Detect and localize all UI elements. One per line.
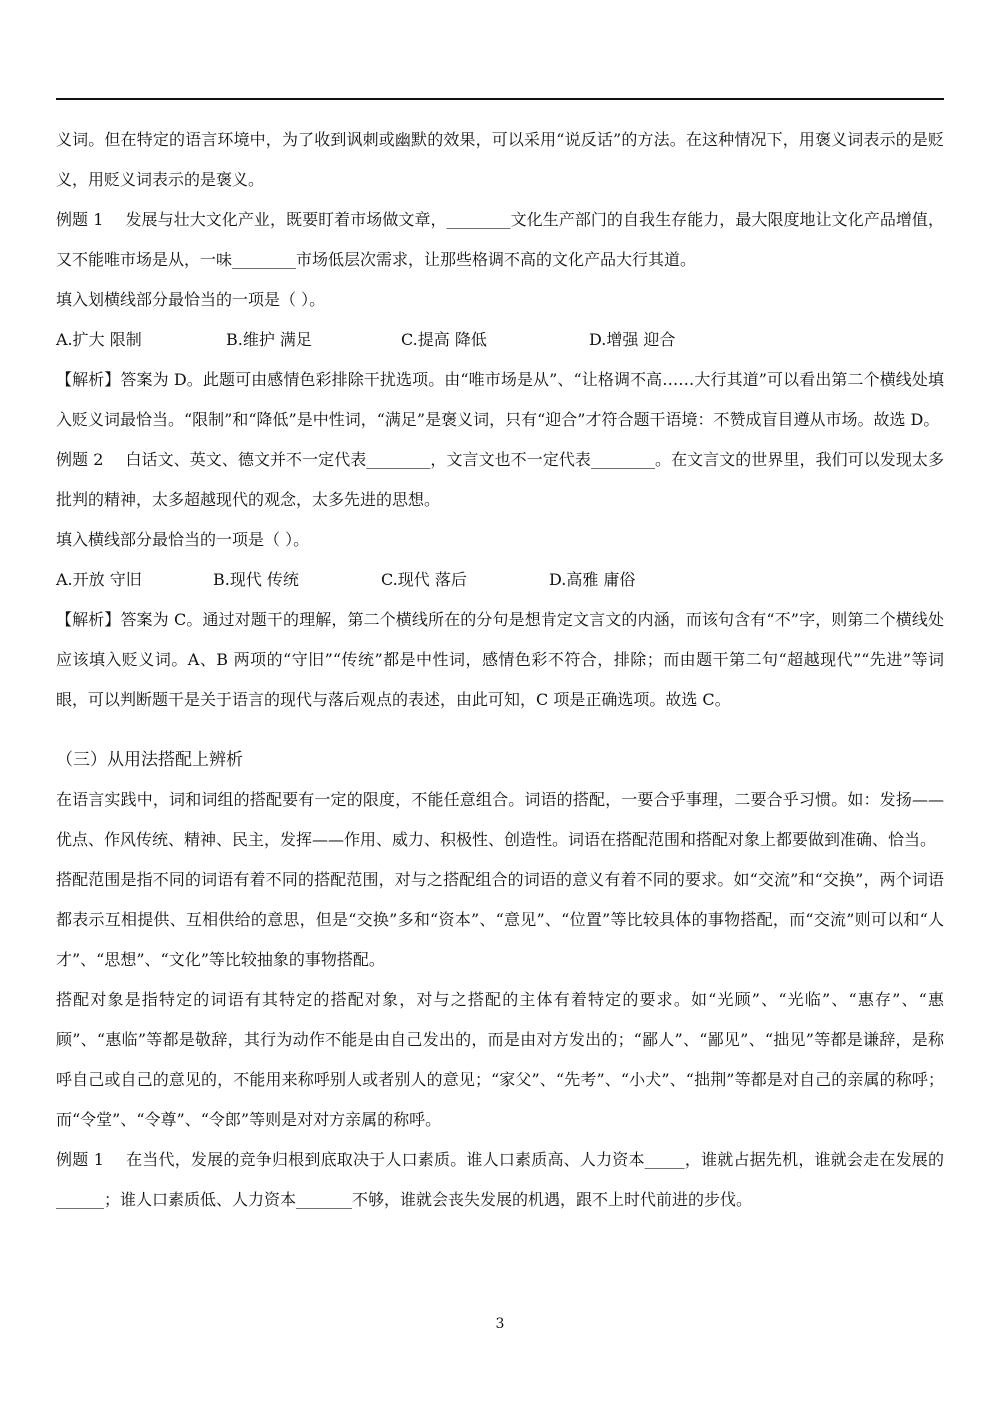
option-b: B.现代 传统 <box>213 570 299 589</box>
example-1-question <box>56 200 944 280</box>
example-2-analysis: 【解析】答案为 C。通过对题干的理解，第二个横线所在的分句是想肯定文言文的内涵，而该句含有“不”字，则第二个横线处应该填入贬义词。A、B 两项的“守旧”“传统”都是中性词，感情色彩不符合，排除；而由题干第二句“超越现代”“先进”等词眼，可以判断题干是关于语言的现代与落后观点的表述，由此可知，C 项是正确选项。故选 C。 <box>56 610 944 709</box>
collocation-object: 搭配对象是指特定的词语有其特定的搭配对象，对与之搭配的主体有着特定的要求。如“光顾”、“光临”、“惠存”、“惠顾”、“惠临”等都是敬辞，其行为动作不能是由自己发出的，而是由对方发出的；“鄙人”、“鄙见”、“拙见”等都是谦辞，是称呼自己或自己的意见的，不能用来称呼别人或者别人的意见；“家父”、“先考”、“小犬”、“拙荆”等都是对自己的亲属的称呼；而“令堂”、“令尊”、“令郎”等则是对对方亲属的称呼。 <box>56 990 944 1129</box>
header-rule <box>56 98 944 100</box>
collocation-intro: 在语言实践中，词和词组的搭配要有一定的限度，不能任意组合。词语的搭配，一要合乎事理，二要合乎习惯。如：发扬——优点、作风传统、精神、民主，发挥——作用、威力、积极性、创造性。词语在搭配范围和搭配对象上都要做到准确、恰当。 <box>56 790 944 849</box>
option-b: B.维护 满足 <box>226 330 312 349</box>
option-a: A.扩大 限制 <box>56 330 142 349</box>
option-a: A.开放 守旧 <box>56 570 142 589</box>
example-2-options <box>56 560 944 600</box>
page-number: 3 <box>495 1316 505 1332</box>
example-2-prompt: 填入横线部分最恰当的一项是（ ）。 <box>56 530 310 549</box>
example-label: 例题 1 <box>56 210 104 229</box>
example-text: 发展与壮大文化产业，既要盯着市场做文章，________文化生产部门的自我生存能力，最大限度地让文化产品增值，又不能唯市场是从，一味________市场低层次需求，让那些格调不高的文化产品大行其道。 <box>56 210 944 269</box>
collocation-range: 搭配范围是指不同的词语有着不同的搭配范围，对与之搭配组合的词语的意义有着不同的要求。如“交流”和“交换”，两个词语都表示互相提供、互相供给的意思，但是“交换”多和“资本”、“意见”、“位置”等比较具体的事物搭配，而“交流”则可以和“人才”、“思想”、“文化”等比较抽象的事物搭配。 <box>56 870 944 969</box>
page-content <box>56 120 944 1220</box>
example-text: 在当代，发展的竞争归根到底取决于人口素质。谁人口素质高、人力资本_____，谁就占据先机，谁就会走在发展的______；谁人口素质低、人力资本_______不够，谁就会丧失发展的机遇，跟不上时代前进的步伐。 <box>56 1150 944 1209</box>
option-d: D.高雅 庸俗 <box>549 570 636 589</box>
option-c: C.提高 降低 <box>401 330 487 349</box>
example-label: 例题 2 <box>56 450 104 469</box>
example-1-options <box>56 320 944 360</box>
example-1-analysis: 【解析】答案为 D。此题可由感情色彩排除干扰选项。由“唯市场是从”、“让格调不高……大行其道”可以看出第二个横线处填入贬义词最恰当。“限制”和“降低”是中性词，“满足”是褒义词，只有“迎合”才符合题干语境：不赞成盲目遵从市场。故选 D。 <box>56 370 944 429</box>
option-c: C.现代 落后 <box>381 570 467 589</box>
example-3-question <box>56 1140 944 1220</box>
option-d: D.增强 迎合 <box>589 330 676 349</box>
example-text: 白话文、英文、德文并不一定代表________，文言文也不一定代表________。在文言文的世界里，我们可以发现太多批判的精神，太多超越现代的观念，太多先进的思想。 <box>56 450 944 509</box>
example-label: 例题 1 <box>56 1150 104 1169</box>
example-2-question <box>56 440 944 520</box>
example-1-prompt: 填入划横线部分最恰当的一项是（ ）。 <box>56 290 326 309</box>
section-title: （三）从用法搭配上辨析 <box>56 750 243 770</box>
intro-paragraph-end: 义词。但在特定的语言环境中，为了收到讽刺或幽默的效果，可以采用“说反话”的方法。在这种情况下，用褒义词表示的是贬义，用贬义词表示的是褒义。 <box>56 130 944 189</box>
